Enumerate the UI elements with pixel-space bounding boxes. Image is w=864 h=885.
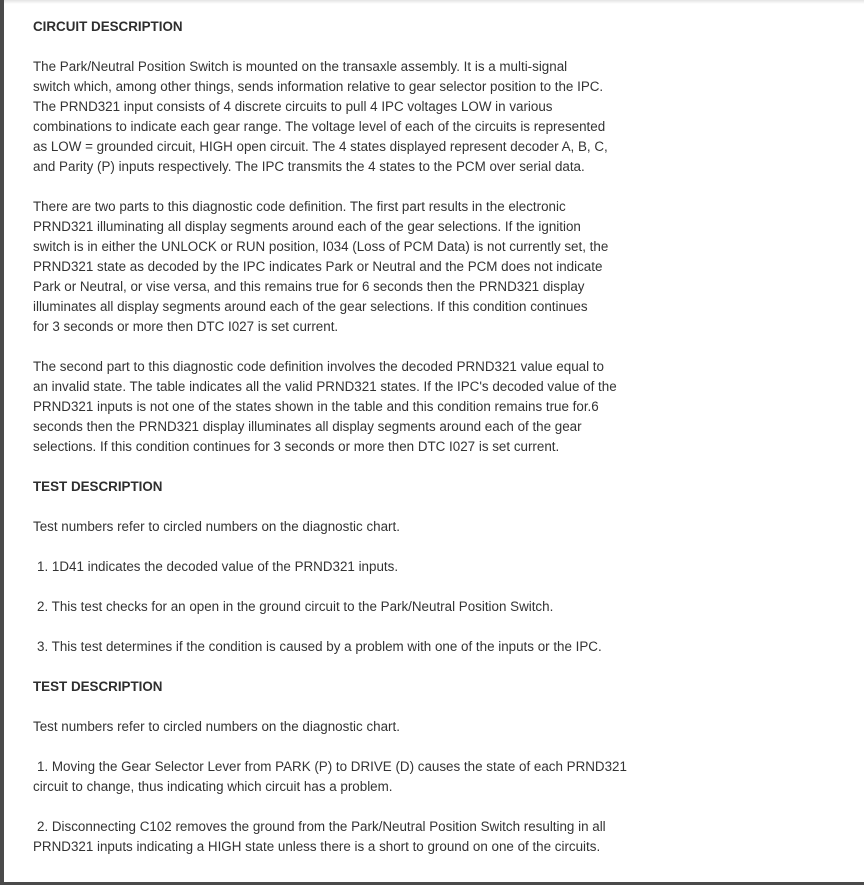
text-line: Test numbers refer to circled numbers on the diagnostic chart.	[33, 519, 400, 534]
test-item-1	[33, 537, 658, 577]
document-body	[33, 17, 658, 857]
text-line: circuit to change, thus indicating which circuit has a problem.	[33, 779, 393, 794]
text-line: switch is in either the UNLOCK or RUN position, I034 (Loss of PCM Data) is not currently set, the	[33, 239, 609, 254]
test-item-2-2	[33, 797, 658, 857]
text-line: PRND321 illuminating all display segments around each of the gear selections. If the ignition	[33, 219, 581, 234]
circuit-description-heading: CIRCUIT DESCRIPTION	[33, 19, 183, 34]
circuit-paragraph-1	[33, 37, 658, 177]
text-line: There are two parts to this diagnostic code definition. The first part results in the electronic	[33, 199, 566, 214]
text-line: The second part to this diagnostic code definition involves the decoded PRND321 value equal to	[33, 359, 604, 374]
text-line: and Parity (P) inputs respectively. The IPC transmits the 4 states to the PCM over serial data.	[33, 159, 585, 174]
circuit-paragraph-2	[33, 177, 658, 337]
circuit-paragraph-3	[33, 337, 658, 457]
list-item: 1. 1D41 indicates the decoded value of the PRND321 inputs.	[37, 559, 399, 574]
text-line: The PRND321 input consists of 4 discrete circuits to pull 4 IPC voltages LOW in various	[33, 99, 553, 114]
text-line: PRND321 inputs is not one of the states shown in the table and this condition remains true for.6	[33, 399, 599, 414]
test-item-2-1	[33, 737, 658, 797]
text-line: seconds then the PRND321 display illuminates all display segments around each of the gear	[33, 419, 582, 434]
text-line: selections. If this condition continues for 3 seconds or more then DTC I027 is set current.	[33, 439, 560, 454]
test-intro-2	[33, 697, 658, 737]
text-line: for 3 seconds or more then DTC I027 is set current.	[33, 319, 339, 334]
top-shadow	[0, 0, 864, 4]
test-description-heading-2: TEST DESCRIPTION	[33, 679, 163, 694]
text-line: Test numbers refer to circled numbers on the diagnostic chart.	[33, 719, 400, 734]
text-line: The Park/Neutral Position Switch is mounted on the transaxle assembly. It is a multi-signal	[33, 59, 568, 74]
text-line: as LOW = grounded circuit, HIGH open circuit. The 4 states displayed represent decoder A, B, C,	[33, 139, 608, 154]
text-line: PRND321 state as decoded by the IPC indicates Park or Neutral and the PCM does not indicate	[33, 259, 603, 274]
left-border	[0, 0, 4, 885]
list-item: 1. Moving the Gear Selector Lever from PARK (P) to DRIVE (D) causes the state of each PRND321	[37, 759, 627, 774]
list-item: 2. This test checks for an open in the ground circuit to the Park/Neutral Position Switch.	[37, 599, 554, 614]
test-intro	[33, 497, 658, 537]
text-line: an invalid state. The table indicates all the valid PRND321 states. If the IPC's decoded value of the	[33, 379, 617, 394]
text-line: switch which, among other things, sends information relative to gear selector position to the IPC.	[33, 79, 604, 94]
list-item: 3. This test determines if the condition is caused by a problem with one of the inputs or the IPC.	[37, 639, 602, 654]
test-description-heading: TEST DESCRIPTION	[33, 479, 163, 494]
text-line: combinations to indicate each gear range. The voltage level of each of the circuits is represented	[33, 119, 606, 134]
text-line: illuminates all display segments around each of the gear selections. If this condition continues	[33, 299, 588, 314]
test-item-3	[33, 617, 658, 657]
list-item: 2. Disconnecting C102 removes the ground from the Park/Neutral Position Switch resulting in all	[37, 819, 606, 834]
text-line: PRND321 inputs indicating a HIGH state unless there is a short to ground on one of the circuits.	[33, 839, 601, 854]
test-item-2	[33, 577, 658, 617]
text-line: Park or Neutral, or vise versa, and this remains true for 6 seconds then the PRND321 display	[33, 279, 585, 294]
